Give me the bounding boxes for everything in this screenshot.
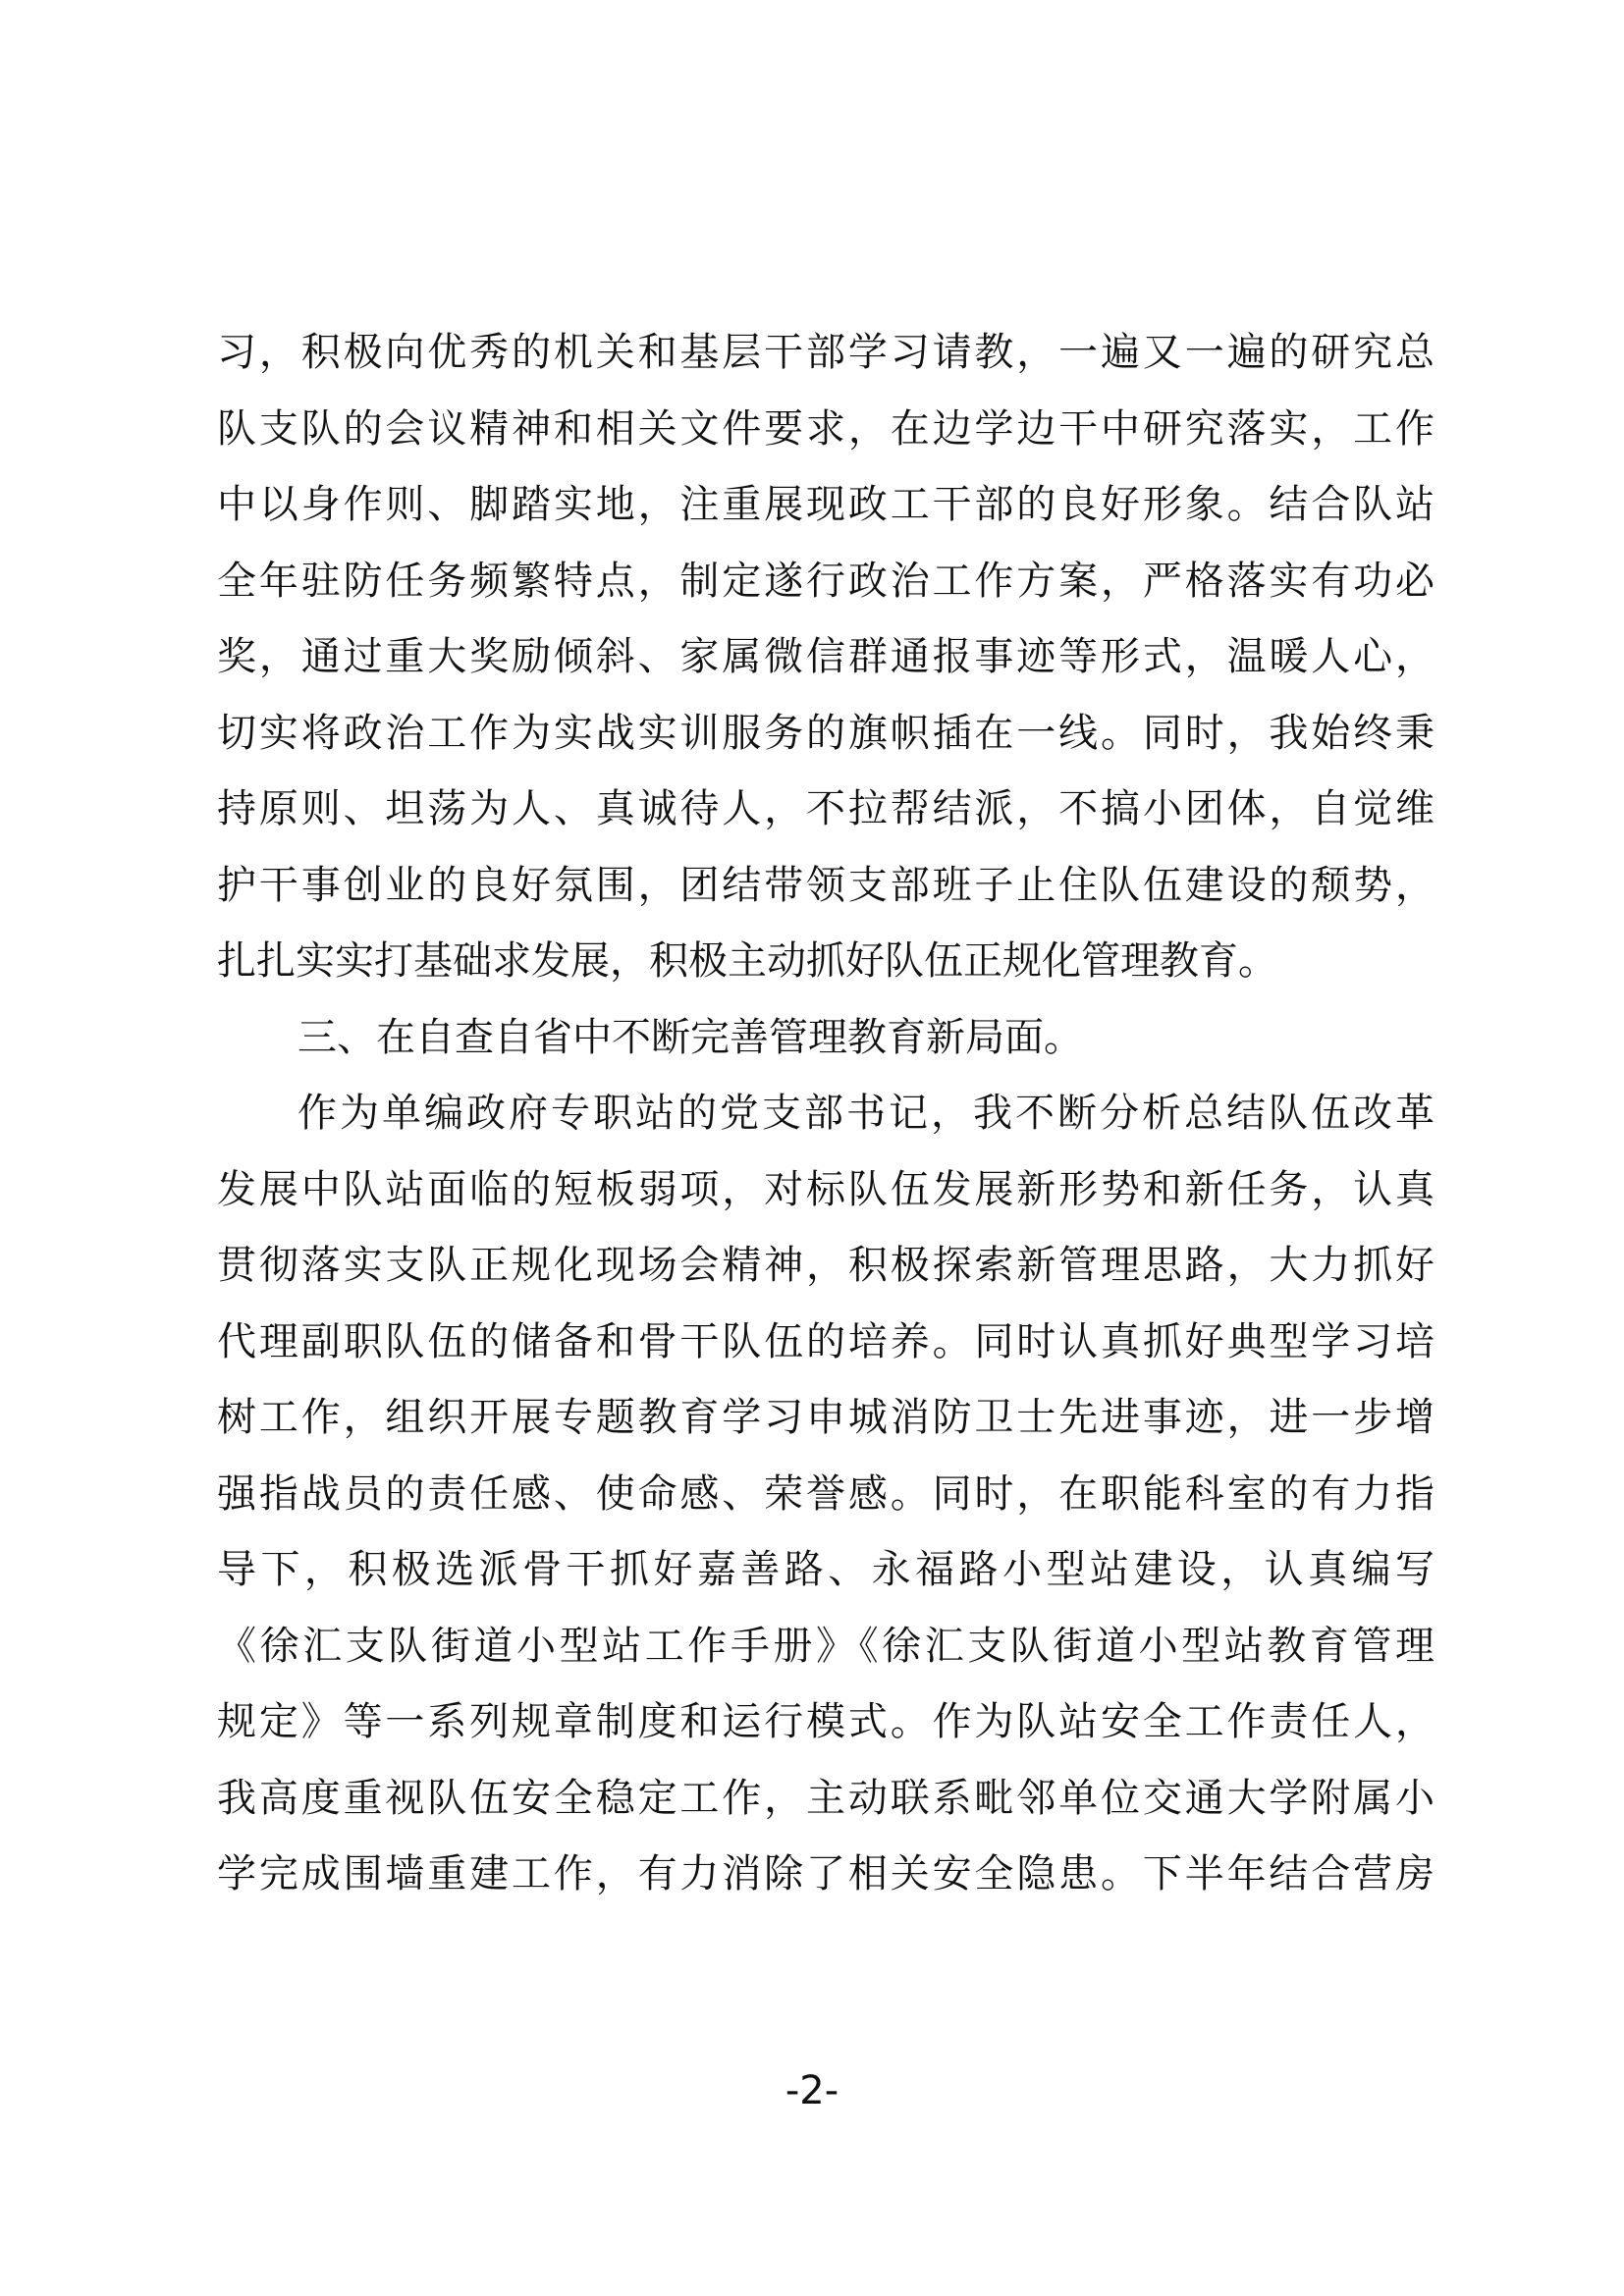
- body-text-line: 中以身作则、脚踏实地，注重展现政工干部的良好形象。结合队站: [217, 482, 1435, 527]
- paragraph-continued: [217, 315, 1435, 1000]
- body-text-line: 护干事创业的良好氛围，团结带领支部班子止住队伍建设的颓势，: [217, 862, 1435, 908]
- body-text-line: 持原则、坦荡为人、真诚待人，不拉帮结派，不搞小团体，自觉维: [217, 786, 1435, 831]
- document-body: [217, 315, 1435, 1913]
- body-text-line: 贯彻落实支队正规化现场会精神，积极探索新管理思路，大力抓好: [217, 1243, 1435, 1288]
- body-text-line: 发展中队站面临的短板弱项，对标队伍发展新形势和新任务，认真: [217, 1166, 1435, 1212]
- body-text-line: 规定》等一系列规章制度和运行模式。作为队站安全工作责任人，: [217, 1699, 1435, 1744]
- body-text-line: 切实将政治工作为实战实训服务的旗帜插在一线。同时，我始终秉: [217, 710, 1435, 756]
- page-number: -2-: [785, 2068, 839, 2113]
- body-text-line: 奖，通过重大奖励倾斜、家属微信群通报事迹等形式，温暖人心，: [217, 634, 1435, 679]
- body-text-line: 强指战员的责任感、使命感、荣誉感。同时，在职能科室的有力指: [217, 1470, 1435, 1517]
- body-text-line: 我高度重视队伍安全稳定工作，主动联系毗邻单位交通大学附属小: [217, 1775, 1435, 1821]
- body-text-line: 《徐汇支队街道小型站工作手册》《徐汇支队街道小型站教育管理: [217, 1623, 1435, 1669]
- body-text-line: 习，积极向优秀的机关和基层干部学习请教，一遍又一遍的研究总: [217, 330, 1435, 375]
- body-text-line: 扎扎实实打基础求发展，积极主动抓好队伍正规化管理教育。: [217, 938, 1277, 984]
- body-text-line: 队支队的会议精神和相关文件要求，在边学边干中研究落实，工作: [217, 405, 1435, 452]
- body-text-line: 代理副职队伍的储备和骨干队伍的培养。同时认真抓好典型学习培: [217, 1318, 1435, 1364]
- body-text-line: 作为单编政府专职站的党支部书记，我不断分析总结队伍改革: [298, 1091, 1435, 1136]
- body-text-line: 树工作，组织开展专题教育学习申城消防卫士先进事迹，进一步增: [217, 1395, 1435, 1440]
- body-text-line: 学完成围墙重建工作，有力消除了相关安全隐患。下半年结合营房: [217, 1851, 1435, 1896]
- section-heading: 三、在自查自省中不断完善管理教育新局面。: [298, 1014, 1083, 1060]
- body-text-line: 导下，积极选派骨干抓好嘉善路、永福路小型站建设，认真编写: [217, 1547, 1435, 1592]
- body-text-line: 全年驻防任务频繁特点，制定遂行政治工作方案，严格落实有功必: [217, 558, 1435, 604]
- paragraph-section-3: [217, 1076, 1435, 1913]
